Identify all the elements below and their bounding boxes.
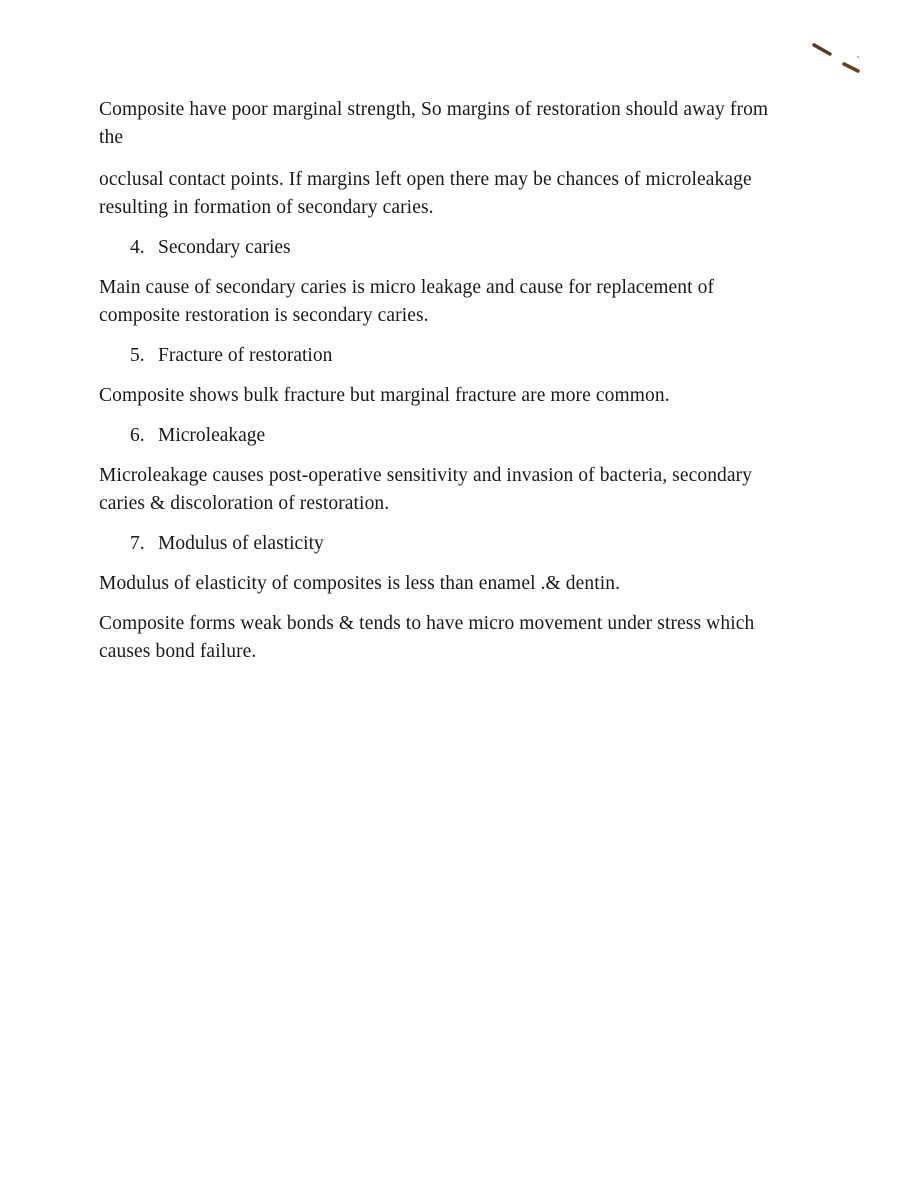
paragraph-marginal-strength: Composite have poor marginal strength, So margins of restoration should away from the [99, 99, 769, 148]
paragraph-modulus: Modulus of elasticity of composites is less than enamel .& dentin. [99, 573, 621, 594]
list-item-secondary-caries [99, 234, 779, 262]
paragraph-secondary-caries: Main cause of secondary caries is micro leakage and cause for replacement of composite restoration is secondary caries. [99, 277, 715, 326]
list-item-modulus [99, 530, 779, 558]
paragraph-occlusal-contact: occlusal contact points. If margins left open there may be chances of microleakage resulting in formation of secondary caries. [99, 169, 752, 218]
list-item-label: Modulus of elasticity [158, 533, 324, 554]
list-item-number: 5. [130, 345, 145, 366]
list-item-label: Secondary caries [158, 237, 291, 258]
stray-pen-marks [800, 35, 870, 80]
paragraph-microleakage: Microleakage causes post-operative sensitivity and invasion of bacteria, secondary caries & discoloration of restoration. [99, 465, 753, 514]
list-item-microleakage [99, 422, 779, 450]
list-item-number: 4. [130, 237, 145, 258]
list-item-number: 7. [130, 533, 145, 554]
paragraph-fracture: Composite shows bulk fracture but marginal fracture are more common. [99, 385, 670, 406]
document-body [99, 96, 779, 666]
paragraph-weak-bonds: Composite forms weak bonds & tends to have micro movement under stress which causes bond failure. [99, 613, 755, 662]
list-item-label: Microleakage [158, 425, 266, 446]
list-item-fracture [99, 342, 779, 370]
list-item-label: Fracture of restoration [158, 345, 333, 366]
list-item-number: 6. [130, 425, 145, 446]
